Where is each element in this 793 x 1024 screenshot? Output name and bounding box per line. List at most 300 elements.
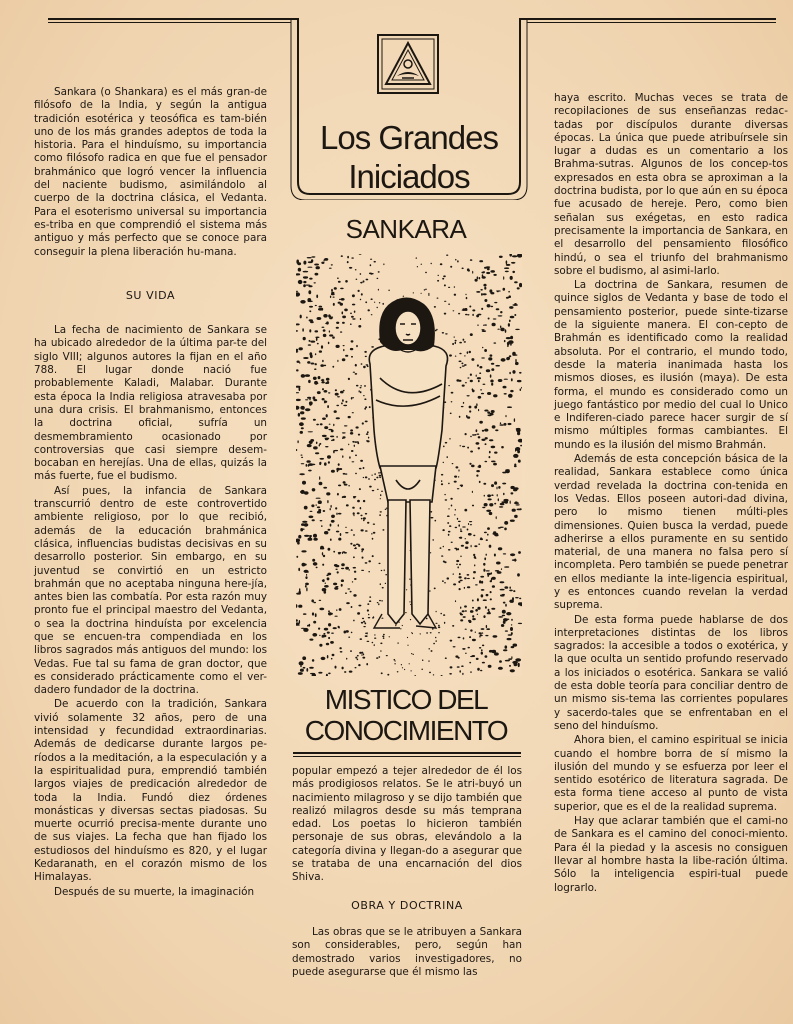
stipple-dot: [490, 598, 492, 600]
stipple-dot: [341, 402, 343, 404]
stipple-dot: [319, 608, 324, 611]
stipple-dot: [483, 615, 485, 618]
stipple-dot: [505, 660, 510, 662]
stipple-dot: [409, 663, 410, 664]
stipple-dot: [497, 329, 499, 330]
stipple-dot: [363, 477, 364, 478]
stipple-dot: [504, 619, 509, 621]
stipple-dot: [370, 273, 372, 275]
stipple-dot: [337, 470, 339, 472]
stipple-dot: [498, 315, 503, 316]
stipple-dot: [344, 484, 348, 486]
stipple-dot: [349, 456, 351, 459]
stipple-dot: [322, 564, 324, 566]
stipple-dot: [349, 671, 353, 673]
stipple-dot: [304, 570, 309, 573]
stipple-dot: [303, 271, 309, 273]
stipple-dot: [469, 406, 472, 409]
stipple-dot: [369, 596, 371, 598]
stipple-dot: [367, 440, 370, 442]
stipple-dot: [460, 556, 461, 558]
stipple-dot: [485, 443, 487, 445]
stipple-dot: [335, 565, 339, 567]
stipple-dot: [385, 583, 386, 584]
stipple-dot: [322, 435, 327, 437]
stipple-dot: [456, 560, 459, 562]
stipple-dot: [422, 659, 423, 661]
intro-paragraph: Sankara (o Shankara) es el más gran-de filósofo de la India, y según la antigua tradición esotérica y teosófica es tam-bién uno de los más grandes adeptos de toda la historia. Para el hinduísmo, su importancia como filósofo radica en que fue el pensador brahmánico que logró vencer la influencia del naciente budismo, asimilándolo al cuerpo de la doctrina clásica, el Vedanta. Para el esoterismo universal su importancia es-triba en que comprendió el sistema más antiguo y más perfecto que se conoce para conseguir la plena liberación hu-mana.: [34, 86, 267, 258]
stipple-dot: [492, 425, 496, 428]
stipple-dot: [502, 615, 505, 617]
stipple-dot: [374, 634, 375, 635]
stipple-dot: [509, 590, 513, 592]
stipple-dot: [443, 275, 446, 277]
stipple-dot: [333, 424, 334, 427]
stipple-dot: [449, 525, 451, 527]
stipple-dot: [467, 314, 469, 315]
stipple-dot: [318, 376, 321, 379]
stipple-dot: [491, 572, 493, 574]
stipple-dot: [324, 585, 329, 588]
stipple-dot: [296, 399, 301, 401]
stipple-dot: [409, 601, 410, 602]
stipple-dot: [476, 375, 477, 377]
stipple-dot: [355, 657, 357, 659]
stipple-dot: [488, 357, 492, 360]
stipple-dot: [487, 494, 491, 497]
stipple-dot: [500, 527, 504, 528]
stipple-dot: [296, 369, 299, 371]
stipple-dot: [309, 537, 311, 540]
stipple-dot: [429, 648, 430, 650]
stipple-dot: [320, 423, 323, 425]
stipple-dot: [479, 260, 483, 262]
stipple-dot: [477, 364, 479, 366]
stipple-dot: [460, 528, 461, 531]
stipple-dot: [298, 280, 303, 284]
stipple-dot: [309, 441, 313, 444]
stipple-dot: [353, 556, 355, 558]
stipple-dot: [367, 431, 369, 433]
stipple-dot: [316, 337, 318, 341]
stipple-dot: [477, 325, 479, 326]
stipple-dot: [460, 367, 462, 368]
stipple-dot: [301, 374, 305, 378]
stipple-dot: [343, 405, 347, 406]
stipple-dot: [360, 385, 361, 387]
stipple-dot: [495, 570, 499, 572]
paragraph: La fecha de nacimiento de Sankara se ha ubicado alrededor de la última par-te del siglo VIII; algunos autores la fijan en el año 788. El lugar donde nació fue probablemente Kaladi, Malabar. Durante esta época la India religiosa atravesaba por una dura crisis. El brahmanismo, entonces la doctrina oficial, sufría un desmembramiento ocasionado por controversias que casi siempre desem-bocaban en herejías. Una de ellas, quizás la más fuerte, fue el budismo.: [34, 324, 267, 483]
stipple-dot: [469, 306, 471, 308]
stipple-dot: [507, 638, 512, 640]
stipple-dot: [310, 511, 313, 512]
stipple-dot: [462, 385, 465, 387]
stipple-dot: [355, 473, 357, 474]
stipple-dot: [485, 437, 488, 439]
stipple-dot: [518, 623, 522, 624]
stipple-dot: [482, 645, 484, 647]
stipple-dot: [353, 620, 355, 622]
stipple-dot: [364, 622, 366, 624]
stipple-dot: [350, 650, 352, 652]
stipple-dot: [351, 606, 353, 608]
stipple-dot: [322, 580, 324, 582]
stipple-dot: [463, 402, 464, 404]
stipple-dot: [328, 342, 330, 345]
stipple-dot: [428, 294, 429, 295]
stipple-dot: [335, 507, 337, 509]
stipple-dot: [445, 499, 448, 500]
stipple-dot: [455, 655, 458, 657]
stipple-dot: [517, 380, 522, 382]
stipple-dot: [472, 655, 476, 657]
stipple-dot: [323, 633, 325, 635]
stipple-dot: [340, 533, 342, 536]
stipple-dot: [465, 538, 466, 539]
stipple-dot: [441, 483, 443, 485]
stipple-dot: [312, 612, 314, 615]
stipple-dot: [301, 628, 305, 629]
stipple-dot: [363, 500, 365, 502]
stipple-dot: [325, 446, 328, 447]
stipple-dot: [312, 519, 315, 521]
stipple-dot: [357, 612, 360, 615]
stipple-dot: [341, 579, 344, 582]
stipple-dot: [486, 369, 490, 372]
stipple-dot: [309, 398, 310, 401]
stipple-dot: [368, 614, 369, 616]
stipple-dot: [501, 358, 506, 362]
stipple-dot: [322, 552, 323, 555]
stipple-dot: [479, 421, 483, 424]
stipple-dot: [472, 615, 474, 618]
stipple-dot: [360, 460, 363, 462]
stipple-dot: [303, 337, 306, 340]
stipple-dot: [365, 301, 367, 303]
stipple-dot: [371, 346, 374, 348]
stipple-dot: [464, 587, 465, 589]
stipple-dot: [477, 614, 478, 615]
stipple-dot: [316, 504, 317, 505]
stipple-dot: [484, 503, 488, 506]
stipple-dot: [340, 651, 343, 653]
stipple-dot: [458, 581, 460, 583]
stipple-dot: [316, 498, 321, 499]
stipple-dot: [447, 456, 448, 458]
stipple-dot: [494, 503, 496, 505]
stipple-dot: [365, 530, 368, 532]
stipple-dot: [459, 588, 461, 590]
stipple-dot: [331, 289, 333, 292]
stipple-dot: [299, 661, 304, 665]
stipple-dot: [490, 354, 493, 356]
stipple-dot: [504, 340, 506, 342]
stipple-dot: [465, 547, 468, 549]
stipple-dot: [367, 366, 369, 368]
stipple-dot: [469, 521, 472, 522]
stipple-dot: [321, 262, 324, 264]
stipple-dot: [500, 328, 504, 332]
stipple-dot: [467, 351, 469, 354]
stipple-dot: [460, 619, 463, 621]
stipple-dot: [410, 619, 411, 620]
stipple-dot: [478, 396, 482, 399]
stipple-dot: [312, 488, 316, 491]
stipple-dot: [481, 628, 485, 630]
stipple-dot: [328, 637, 330, 639]
stipple-dot: [372, 538, 374, 540]
stipple-dot: [342, 316, 346, 319]
stipple-dot: [323, 510, 326, 512]
stipple-dot: [311, 599, 314, 602]
stipple-dot: [508, 394, 513, 398]
stipple-dot: [317, 391, 321, 394]
stipple-dot: [342, 496, 344, 498]
stipple-dot: [343, 345, 345, 346]
stipple-dot: [340, 331, 342, 332]
right-column: [554, 92, 788, 895]
stipple-dot: [480, 289, 483, 291]
stipple-dot: [372, 555, 374, 557]
stipple-dot: [465, 309, 468, 311]
stipple-dot: [327, 381, 330, 384]
stipple-dot: [322, 588, 327, 591]
stipple-dot: [331, 633, 334, 634]
stipple-dot: [436, 611, 437, 613]
stipple-dot: [514, 464, 516, 467]
stipple-dot: [512, 354, 517, 356]
stipple-dot: [304, 506, 308, 510]
stipple-dot: [320, 458, 325, 460]
stipple-dot: [353, 497, 356, 498]
stipple-dot: [511, 262, 515, 264]
stipple-dot: [428, 660, 429, 661]
stipple-dot: [457, 518, 458, 520]
stipple-dot: [372, 490, 375, 491]
stipple-dot: [488, 318, 490, 320]
stipple-dot: [313, 621, 316, 624]
stipple-dot: [492, 650, 497, 653]
stipple-dot: [455, 527, 458, 528]
stipple-dot: [499, 256, 503, 258]
stipple-dot: [309, 639, 313, 641]
stipple-dot: [429, 672, 431, 674]
stipple-dot: [361, 363, 363, 365]
stipple-dot: [380, 583, 381, 585]
stipple-dot: [305, 585, 307, 588]
stipple-dot: [335, 666, 337, 669]
stipple-dot: [306, 668, 308, 672]
stipple-dot: [511, 378, 513, 381]
stipple-dot: [326, 414, 328, 417]
stipple-dot: [307, 444, 312, 447]
stipple-dot: [490, 413, 494, 415]
stipple-dot: [319, 600, 322, 601]
stipple-dot: [322, 360, 324, 362]
stipple-dot: [345, 527, 347, 528]
stipple-dot: [361, 622, 363, 624]
stipple-dot: [484, 429, 488, 432]
stipple-dot: [307, 361, 310, 364]
stipple-dot: [479, 632, 481, 634]
stipple-dot: [322, 418, 326, 420]
stipple-dot: [387, 674, 389, 676]
stipple-dot: [442, 332, 444, 334]
stipple-dot: [448, 304, 450, 305]
stipple-dot: [345, 401, 347, 403]
stipple-dot: [435, 520, 437, 522]
stipple-dot: [498, 379, 503, 382]
stipple-dot: [425, 289, 427, 290]
stipple-dot: [337, 277, 339, 279]
stipple-dot: [512, 509, 516, 512]
stipple-dot: [482, 330, 486, 332]
stipple-dot: [380, 650, 381, 652]
stipple-dot: [490, 270, 495, 273]
stipple-dot: [319, 306, 323, 308]
stipple-dot: [316, 295, 318, 299]
stipple-dot: [445, 657, 447, 659]
stipple-dot: [334, 287, 337, 290]
stipple-dot: [313, 562, 318, 566]
stipple-dot: [401, 664, 402, 665]
stipple-dot: [441, 480, 442, 482]
stipple-dot: [354, 578, 357, 580]
stipple-dot: [302, 656, 306, 660]
stipple-dot: [299, 362, 300, 364]
stipple-dot: [357, 500, 360, 503]
stipple-dot: [349, 267, 352, 269]
stipple-dot: [467, 586, 470, 588]
stipple-dot: [492, 323, 496, 327]
stipple-dot: [440, 613, 442, 615]
stipple-dot: [465, 610, 467, 612]
paragraph: Después de su muerte, la imaginación: [54, 885, 255, 898]
stipple-dot: [326, 575, 328, 577]
stipple-dot: [504, 267, 509, 269]
stipple-dot: [459, 416, 461, 418]
stipple-dot: [297, 440, 298, 443]
stipple-dot: [361, 529, 364, 531]
stipple-dot: [506, 337, 511, 339]
stipple-dot: [382, 529, 384, 531]
stipple-dot: [326, 643, 329, 646]
stipple-dot: [500, 503, 505, 505]
stipple-dot: [430, 632, 432, 633]
stipple-dot: [464, 355, 465, 356]
stipple-dot: [437, 280, 439, 282]
stipple-dot: [360, 318, 361, 320]
stipple-dot: [365, 421, 368, 423]
stipple-dot: [324, 531, 328, 534]
stipple-dot: [351, 340, 354, 342]
stipple-dot: [320, 520, 323, 521]
stipple-dot: [470, 374, 472, 376]
triangle-emblem-icon: [377, 34, 439, 98]
stipple-dot: [341, 298, 345, 301]
stipple-dot: [481, 594, 484, 597]
stipple-dot: [431, 517, 433, 519]
stipple-dot: [512, 661, 518, 664]
stipple-dot: [510, 276, 513, 280]
stipple-dot: [382, 587, 384, 589]
stipple-dot: [493, 394, 497, 397]
stipple-dot: [367, 641, 370, 642]
stipple-dot: [308, 624, 310, 627]
stipple-dot: [347, 256, 349, 259]
stipple-dot: [407, 637, 408, 638]
stipple-dot: [353, 567, 356, 569]
stipple-dot: [338, 538, 341, 541]
stipple-dot: [319, 350, 322, 352]
stipple-dot: [512, 255, 517, 257]
stipple-dot: [447, 577, 450, 579]
stipple-dot: [356, 385, 359, 387]
stipple-dot: [369, 406, 371, 408]
stipple-dot: [517, 432, 520, 436]
stipple-dot: [461, 665, 464, 667]
stipple-dot: [331, 515, 335, 518]
stipple-dot: [366, 364, 369, 365]
stipple-dot: [330, 508, 331, 510]
stipple-dot: [313, 396, 316, 399]
stipple-dot: [328, 673, 331, 675]
stipple-dot: [467, 529, 469, 531]
stipple-dot: [462, 310, 465, 311]
stipple-dot: [433, 674, 434, 675]
stipple-dot: [459, 564, 461, 566]
stipple-dot: [363, 621, 365, 623]
stipple-dot: [500, 422, 501, 424]
stipple-dot: [442, 529, 444, 531]
stipple-dot: [462, 673, 463, 675]
stipple-dot: [465, 382, 467, 383]
stipple-dot: [448, 483, 450, 485]
paragraph: popular empezó a tejer alrededor de él los más prodigiosos relatos. Se le atri-buyó un nacimiento milagroso y se dijo también que realizó milagros desde su más temprana edad. Los poetas lo hicieron también personaje de sus obras, elevándolo a la categoría divina y llegan-do a asegurar que se trataba de una encarnación del dios Shiva.: [292, 765, 522, 884]
stipple-dot: [305, 374, 310, 377]
stipple-dot: [315, 353, 316, 355]
paragraph: Así pues, la infancia de Sankara transcurrió dentro de este controvertido ambiente religioso, por lo que recibió, además de la educación brahmánica clásica, influencias budistas decisivas en su desarrollo posterior. Sin embargo, en su juventud se convirtió en un estricto brahmán que no aceptaba ninguna here-jía, antes bien las combatía. Por esta razón muy pronto fue el principal maestro del Vedanta, o sea la doctrina hinduísta por excelencia que se encuen-tra compendiada en los libros sagrados más antiguos del mundo: los Vedas. Fue tal su fama de gran doctor, que es considerado prácticamente como el ver-dadero fundador de la doctrina.: [34, 484, 267, 697]
stipple-dot: [311, 363, 315, 365]
stipple-dot: [515, 329, 520, 330]
stipple-dot: [301, 550, 306, 552]
stipple-dot: [477, 598, 479, 601]
stipple-dot: [458, 469, 459, 471]
stipple-dot: [365, 633, 368, 634]
stipple-dot: [472, 618, 476, 620]
stipple-dot: [308, 380, 311, 383]
stipple-dot: [386, 655, 388, 656]
stipple-dot: [356, 426, 359, 428]
stipple-dot: [315, 363, 317, 365]
stipple-dot: [503, 649, 507, 651]
stipple-dot: [475, 632, 476, 633]
stipple-dot: [430, 511, 432, 513]
stipple-dot: [482, 430, 484, 432]
stipple-dot: [303, 281, 306, 283]
stipple-dot: [449, 438, 450, 440]
stipple-dot: [319, 482, 323, 486]
stipple-dot: [338, 281, 341, 283]
stipple-dot: [336, 322, 339, 324]
stipple-dot: [509, 320, 511, 323]
stipple-dot: [327, 405, 329, 408]
stipple-dot: [467, 578, 470, 579]
stipple-dot: [480, 389, 482, 390]
stipple-dot: [348, 637, 350, 638]
stipple-dot: [479, 277, 481, 279]
stipple-dot: [299, 347, 303, 350]
